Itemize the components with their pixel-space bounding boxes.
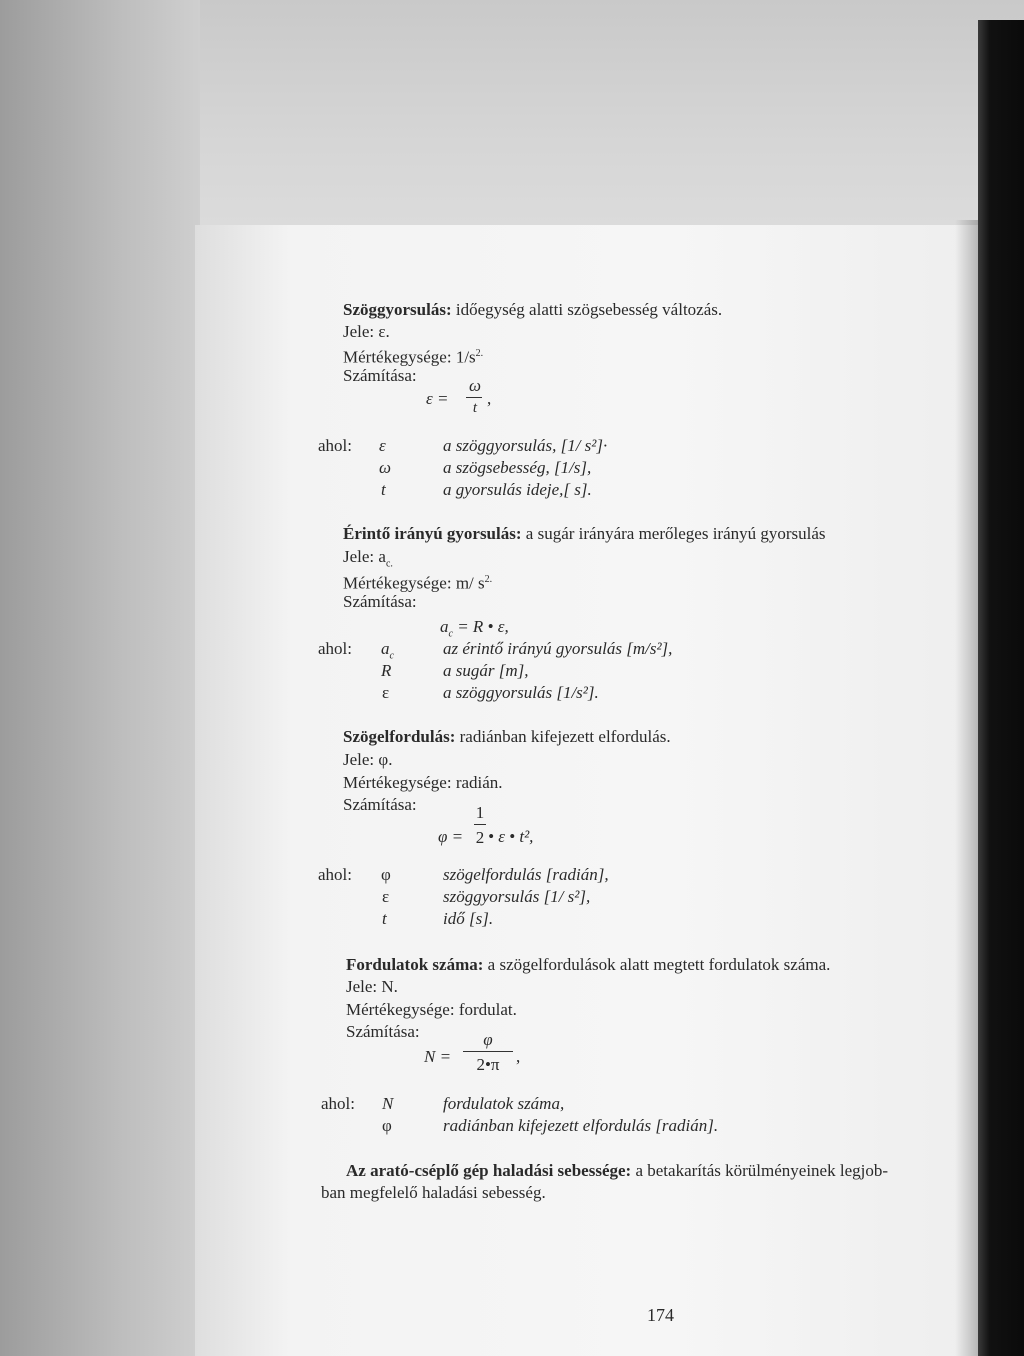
def-symbol: φ (381, 865, 391, 884)
unit-text: Mértékegysége: 1/s (343, 347, 476, 367)
section-heading: Érintő irányú gyorsulás: (343, 524, 522, 543)
def-symbol: R (381, 661, 392, 680)
formula-denominator: 2 (475, 828, 485, 847)
unit-line (343, 344, 483, 368)
def-text: radiánban kifejezett elfordulás [radián]. (443, 1116, 719, 1135)
symbol-text: Jele: a (343, 547, 386, 566)
calculation-label: Számítása: (346, 1022, 420, 1041)
section-heading: Szöggyorsulás: (343, 300, 452, 319)
spine-shadow (955, 220, 980, 1356)
formula-denominator: 2•π (476, 1055, 500, 1074)
unit-line (343, 570, 492, 594)
section-definition: a sugár irányára merőleges irányú gyorsulás (521, 524, 826, 543)
symbol-line: Jele: ε. (343, 322, 390, 341)
section-definition: időegység alatti szögsebesség változás. (451, 300, 723, 319)
section-definition: radiánban kifejezett elfordulás. (455, 727, 671, 746)
formula-lhs: ε = (426, 389, 449, 408)
symbol-line: Jele: φ. (343, 750, 393, 769)
def-text: szögelfordulás [radián], (443, 865, 609, 884)
page-number: 174 (647, 1305, 674, 1325)
where-label: ahol: (318, 865, 352, 884)
formula-lhs: φ = (438, 827, 464, 846)
symbol-line: Jele: N. (346, 977, 398, 996)
unit-superscript: 2. (475, 348, 484, 359)
def-symbol-subscript: c (389, 650, 394, 662)
section-heading-line (343, 300, 722, 320)
section-heading-line (346, 1161, 888, 1181)
def-symbol: t (382, 909, 387, 928)
def-symbol: ε (379, 436, 386, 455)
section-heading-line (346, 955, 830, 975)
formula-numerator: ω (468, 376, 481, 395)
unit-text: Mértékegysége: m/ s (343, 573, 485, 593)
formula-tail: , (487, 389, 492, 408)
def-symbol: N (382, 1094, 394, 1113)
def-symbol-main: a (381, 639, 390, 658)
section-heading: Fordulatok száma: (346, 955, 484, 974)
section-heading: Szögelfordulás: (343, 727, 456, 746)
formula-subscript: c (448, 628, 453, 640)
unit-superscript: 2. (484, 574, 493, 585)
formula-rest: = R • ε, (452, 617, 509, 636)
book-spine (978, 20, 1024, 1356)
where-label: ahol: (318, 639, 352, 658)
section-definition: a betakarítás körülményeinek legjob- (631, 1161, 888, 1180)
where-label: ahol: (321, 1094, 355, 1113)
formula-numerator: φ (483, 1030, 493, 1049)
formula-rest: • ε • t², (488, 827, 534, 846)
fraction-bar (474, 824, 486, 825)
def-text: a sugár [m], (443, 661, 529, 680)
fraction-bar (466, 397, 482, 398)
def-text: a szögsebesség, [1/s], (443, 458, 592, 477)
calculation-label: Számítása: (343, 592, 417, 611)
def-text: a gyorsulás ideje,[ s]. (443, 480, 592, 499)
formula-symbol: a (440, 617, 449, 636)
def-symbol: φ (382, 1116, 392, 1135)
section-heading: Az arató-cséplő gép haladási sebessége: (346, 1161, 632, 1180)
section-definition: a szögelfordulások alatt megtett fordulatok száma. (483, 955, 831, 974)
book-page (195, 225, 980, 1356)
unit-line: Mértékegysége: fordulat. (346, 1000, 517, 1019)
def-symbol: ε (382, 683, 390, 702)
scan-background-left (0, 0, 200, 1356)
def-text: szöggyorsulás [1/ s²], (443, 887, 591, 906)
def-symbol: t (381, 480, 386, 499)
def-symbol: ω (379, 458, 392, 477)
formula-lhs: N = (424, 1047, 452, 1066)
def-text: az érintő irányú gyorsulás [m/s²], (443, 639, 673, 658)
def-text: fordulatok száma, (443, 1094, 565, 1113)
section-heading-line (343, 727, 671, 747)
section-heading-line (343, 524, 826, 544)
formula-tail: , (516, 1047, 521, 1066)
formula-numerator: 1 (475, 803, 485, 822)
calculation-label: Számítása: (343, 795, 417, 814)
def-text: a szöggyorsulás [1/s²]. (443, 683, 599, 702)
def-text: idő [s]. (443, 909, 494, 928)
def-symbol: ε (382, 887, 390, 906)
formula-denominator: t (472, 400, 478, 416)
section-continuation: ban megfelelő haladási sebesség. (321, 1183, 546, 1202)
unit-line: Mértékegysége: radián. (343, 773, 503, 792)
calculation-label: Számítása: (343, 366, 417, 385)
symbol-subscript: c. (385, 558, 393, 570)
def-text: a szöggyorsulás, [1/ s²]· (443, 436, 608, 455)
fraction-bar (463, 1051, 513, 1052)
where-label: ahol: (318, 436, 352, 455)
